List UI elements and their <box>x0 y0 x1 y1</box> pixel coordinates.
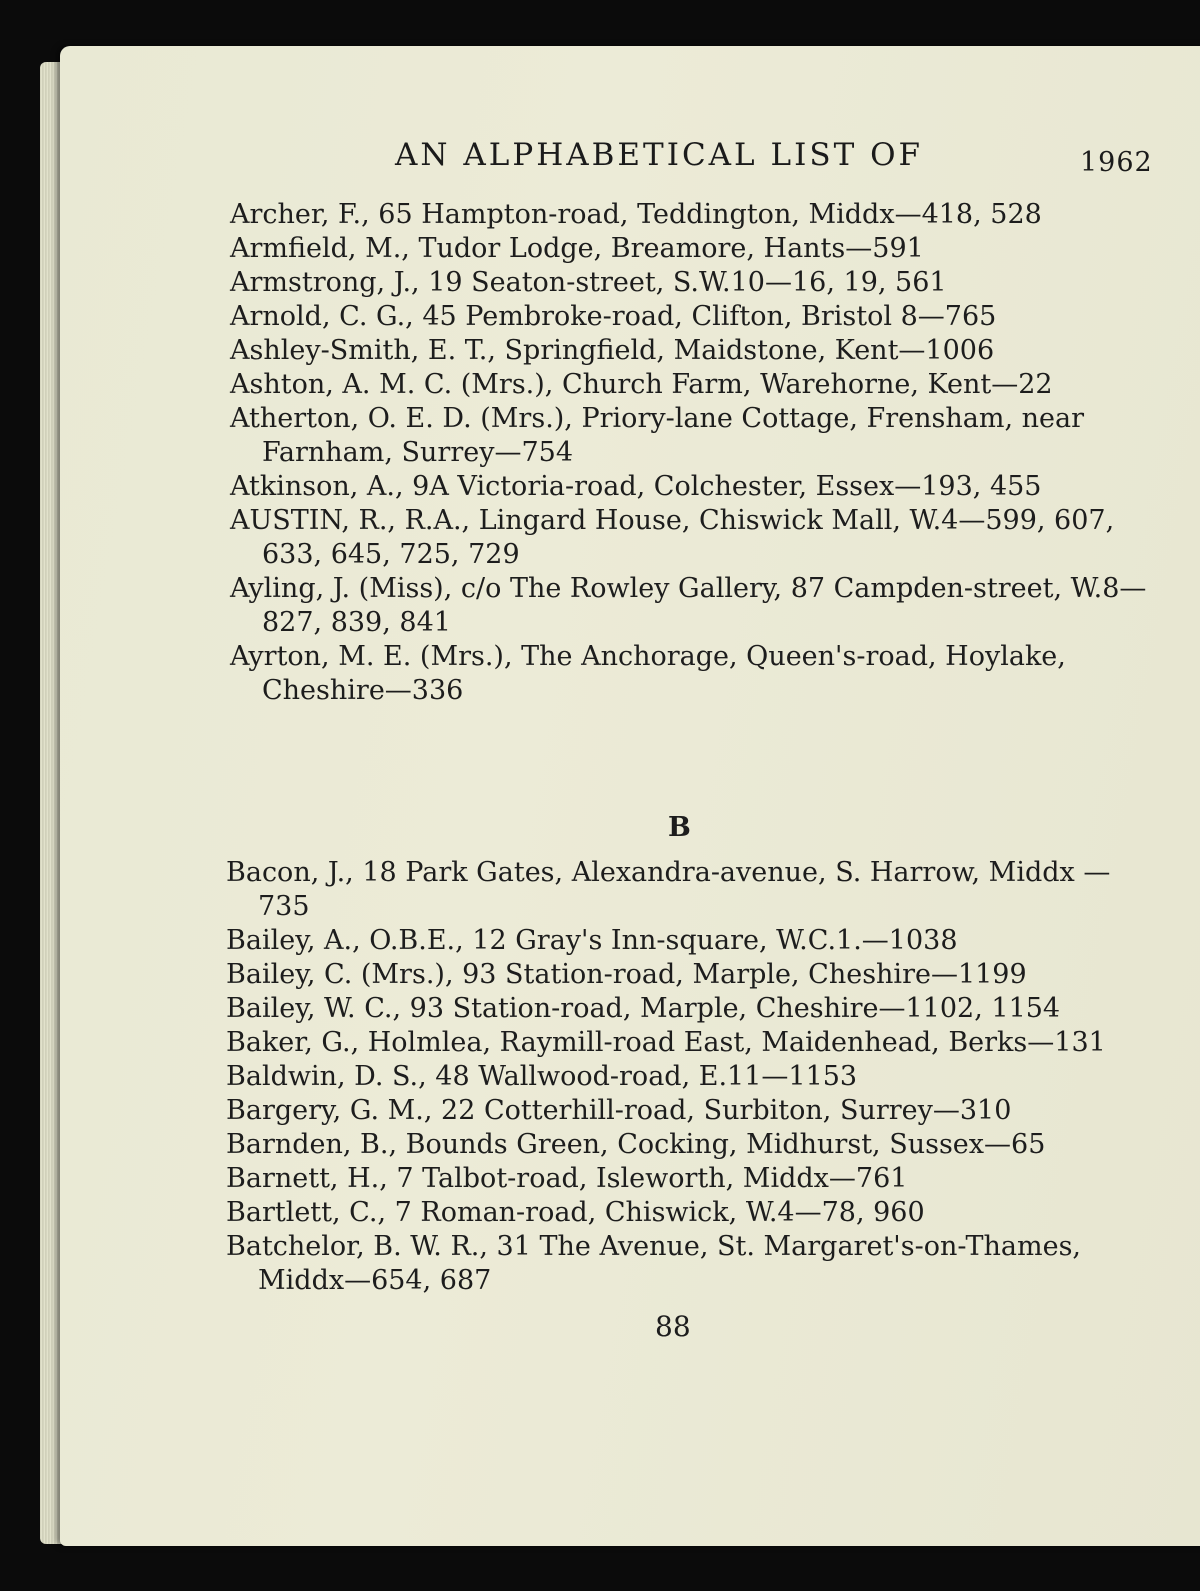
list-entry: Armstrong, J., 19 Seaton-street, S.W.10—16, 19, 561 <box>230 267 947 298</box>
list-entry: Ashley-Smith, E. T., Springfield, Maidstone, Kent—1006 <box>230 335 995 366</box>
page-number: 88 <box>655 1310 691 1343</box>
section-a-list <box>230 198 1160 708</box>
list-entry: Baker, G., Holmlea, Raymill-road East, Maidenhead, Berks—131 <box>226 1027 1106 1058</box>
list-entry: Ayling, J. (Miss), c/o The Rowley Gallery, 87 Campden-street, W.8—827, 839, 841 <box>230 573 1147 638</box>
list-entry: Bacon, J., 18 Park Gates, Alexandra-avenue, S. Harrow, Middx —735 <box>226 857 1111 922</box>
list-entry: Bartlett, C., 7 Roman-road, Chiswick, W.4—78, 960 <box>226 1197 925 1228</box>
list-entry: Barnden, B., Bounds Green, Cocking, Midhurst, Sussex—65 <box>226 1129 1046 1160</box>
list-entry: AUSTIN, R., R.A., Lingard House, Chiswick Mall, W.4—599, 607, 633, 645, 725, 729 <box>230 505 1115 570</box>
list-entry: Archer, F., 65 Hampton-road, Teddington, Middx—418, 528 <box>230 199 1042 230</box>
list-entry: Bailey, C. (Mrs.), 93 Station-road, Marple, Cheshire—1199 <box>226 959 1027 990</box>
list-entry: Bailey, A., O.B.E., 12 Gray's Inn-square, W.C.1.—1038 <box>226 925 958 956</box>
list-entry: Armfield, M., Tudor Lodge, Breamore, Hants—591 <box>230 233 924 264</box>
list-entry: Arnold, C. G., 45 Pembroke-road, Clifton, Bristol 8—765 <box>230 301 997 332</box>
section-heading-b: B <box>668 812 691 843</box>
list-entry: Baldwin, D. S., 48 Wallwood-road, E.11—1153 <box>226 1061 858 1092</box>
list-entry: Barnett, H., 7 Talbot-road, Isleworth, Middx—761 <box>226 1163 908 1194</box>
list-entry: Ayrton, M. E. (Mrs.), The Anchorage, Queen's-road, Hoylake, Cheshire—336 <box>230 641 1066 706</box>
list-entry: Atkinson, A., 9A Victoria-road, Colchester, Essex—193, 455 <box>230 471 1042 502</box>
list-entry: Atherton, O. E. D. (Mrs.), Priory-lane Cottage, Frensham, near Farnham, Surrey—754 <box>230 403 1085 468</box>
page-header-year: 1962 <box>1080 147 1153 178</box>
list-entry: Bailey, W. C., 93 Station-road, Marple, Cheshire—1102, 1154 <box>226 993 1061 1024</box>
list-entry: Bargery, G. M., 22 Cotterhill-road, Surbiton, Surrey—310 <box>226 1095 1012 1126</box>
page-header-title: AN ALPHABETICAL LIST OF <box>395 137 924 173</box>
list-entry: Batchelor, B. W. R., 31 The Avenue, St. Margaret's-on-Thames, Middx—654, 687 <box>226 1231 1082 1296</box>
section-b-list <box>226 856 1156 1298</box>
list-entry: Ashton, A. M. C. (Mrs.), Church Farm, Warehorne, Kent—22 <box>230 369 1053 400</box>
